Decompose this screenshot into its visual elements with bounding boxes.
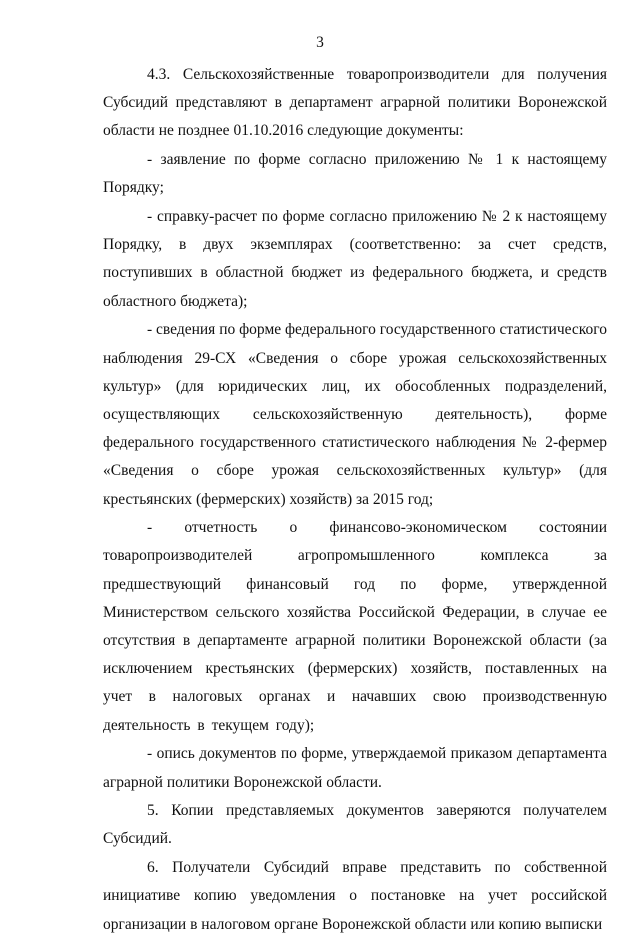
paragraph-6: 6. Получатели Субсидий вправе представить по собственной инициативе копию уведомления о постановке на учет российской организации в налоговом органе Воронежской области или копию выписки — [103, 859, 607, 933]
list-item-financial-report: - отчетность о финансово-экономическом состоянии товаропроизводителей агропромышленного комплекса за предшествующий финансовый год по форме, утвержденной Министерством сельского хозяйства Российской Федерации, в случае ее отсутствия в департаменте аграрной политики Воронежской области (за исключением крестьянских (фермерских) хозяйств, поставленных на учет в налоговых органах и начавших свою производственную деятельность в текущем году); — [103, 519, 607, 734]
page-number: 3 — [316, 34, 324, 51]
paragraph-5: 5. Копии представляемых документов заверяются получателем Субсидий. — [103, 802, 607, 848]
list-item-application: - заявление по форме согласно приложению № 1 к настоящему Порядку; — [103, 151, 607, 197]
list-item-statistics: - сведения по форме федерального государственного статистического наблюдения 29-СХ «Сведения о сборе урожая сельскохозяйственных культур» (для юридических лиц, их обособленных подразделений, осуществляющих сельскохозяйственную деятельность), форме федерального государственного статистического наблюдения № 2-фермер «Сведения о сборе урожая сельскохозяйственных культур» (для крестьянских (фермерских) хозяйств) за 2015 год; — [103, 321, 607, 508]
paragraph-4-3: 4.3. Сельскохозяйственные товаропроизводители для получения Субсидий представляют в департамент аграрной политики Воронежской области не позднее 01.10.2016 следующие документы: — [103, 66, 607, 140]
document-body — [103, 61, 607, 939]
list-item-calculation: - справку-расчет по форме согласно приложению № 2 к настоящему Порядку, в двух экземплярах (соответственно: за счет средств, поступивших в областной бюджет из федерального бюджета, и средств областного бюджета); — [103, 208, 607, 310]
list-item-inventory: - опись документов по форме, утверждаемой приказом департамента аграрной политики Воронежской области. — [103, 745, 607, 791]
